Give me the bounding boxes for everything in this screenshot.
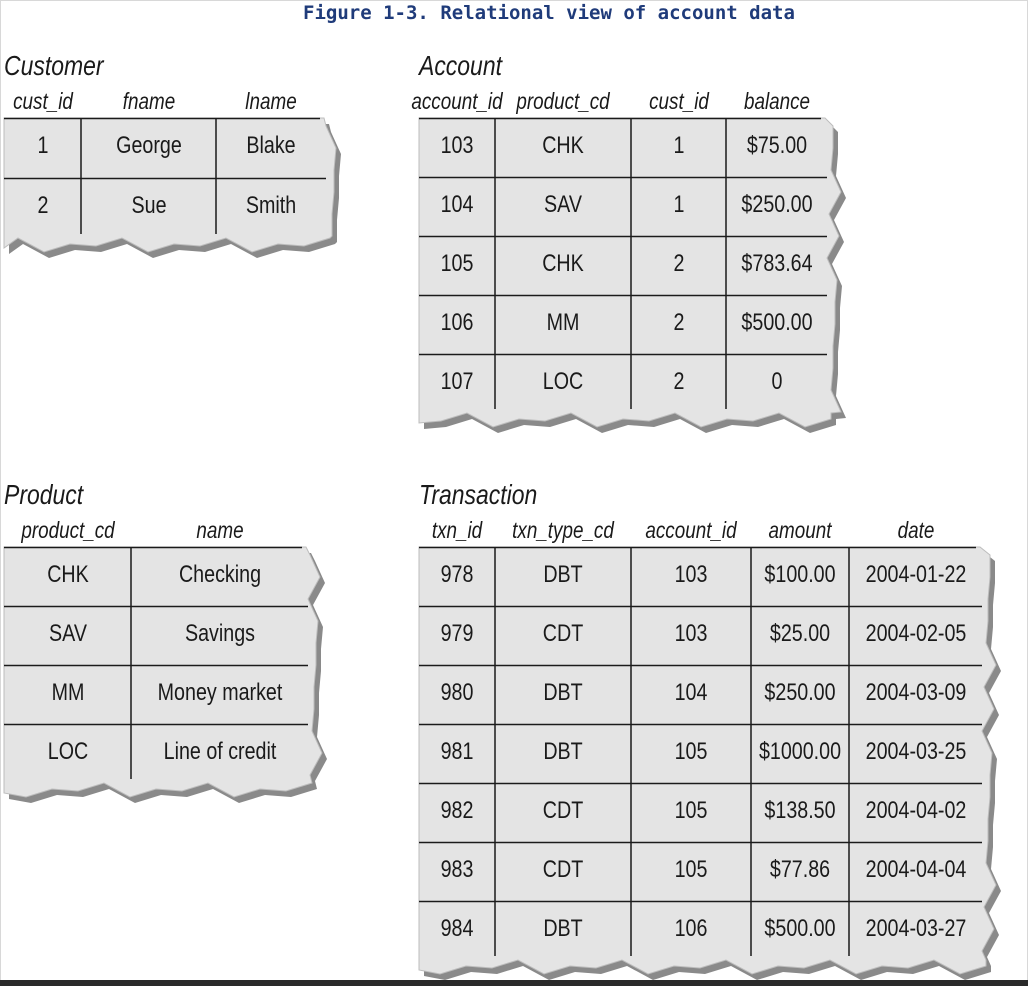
account-column-header: product_cd [516, 88, 610, 114]
account-cell: $500.00 [740, 308, 813, 336]
account-cell: 2 [673, 249, 684, 277]
account-cell: LOC [542, 367, 584, 395]
customer-table-title: Customer [4, 50, 104, 81]
transaction-cell: $250.00 [764, 678, 836, 706]
product-cell: Line of credit [163, 737, 276, 765]
account-cell: CHK [542, 131, 584, 159]
customer-column-header: fname [122, 88, 175, 114]
transaction-cell: 104 [674, 678, 708, 706]
transaction-cell: 2004-03-25 [865, 737, 966, 765]
transaction-cell: 979 [440, 619, 474, 647]
product-cell: Savings [184, 619, 255, 647]
account-cell: 103 [440, 131, 474, 159]
account-cell: MM [546, 308, 580, 336]
transaction-cell: DBT [543, 737, 583, 765]
transaction-column-header: account_id [645, 517, 737, 543]
customer-cell: George [115, 132, 182, 159]
customer-cell: 1 [37, 132, 48, 159]
transaction-cell: 2004-04-02 [865, 796, 966, 824]
customer-cell: Smith [245, 192, 297, 219]
product-cell: Money market [157, 678, 282, 706]
transaction-cell: 983 [440, 855, 474, 883]
transaction-column-header: txn_id [431, 517, 483, 543]
customer-cell: Sue [130, 192, 167, 219]
product-cell: LOC [47, 737, 88, 765]
product-table-title: Product [4, 479, 84, 510]
account-cell: 2 [673, 367, 684, 395]
account-cell: 1 [673, 131, 684, 159]
account-cell: $250.00 [740, 190, 813, 218]
transaction-table-title: Transaction [419, 479, 538, 510]
account-column-header: cust_id [648, 88, 709, 114]
customer-cell: 2 [37, 192, 48, 219]
transaction-cell: 105 [674, 796, 708, 824]
transaction-cell: DBT [543, 914, 583, 942]
transaction-cell: 984 [440, 914, 474, 942]
transaction-cell: 2004-03-27 [865, 914, 966, 942]
product-cell: CHK [46, 560, 89, 588]
account-cell: 104 [440, 190, 474, 218]
transaction-cell: 980 [440, 678, 474, 706]
account-cell: $783.64 [740, 249, 813, 277]
transaction-cell: 2004-02-05 [865, 619, 966, 647]
transaction-cell: 103 [674, 619, 708, 647]
account-cell: 2 [673, 308, 684, 336]
transaction-cell: DBT [543, 560, 583, 588]
account-cell: $75.00 [746, 131, 807, 159]
transaction-cell: 981 [440, 737, 474, 765]
transaction-cell: $500.00 [764, 914, 836, 942]
customer-column-header: cust_id [12, 88, 73, 114]
transaction-cell: 103 [674, 560, 708, 588]
transaction-column-header: txn_type_cd [512, 517, 614, 543]
account-cell: CHK [542, 249, 584, 277]
transaction-cell: CDT [542, 855, 584, 883]
bottom-border [0, 980, 1028, 986]
account-cell: 0 [771, 367, 782, 395]
account-column-header: balance [743, 88, 810, 114]
transaction-cell: 106 [674, 914, 708, 942]
account-cell: 107 [440, 367, 474, 395]
transaction-cell: 105 [674, 737, 708, 765]
account-cell: 1 [673, 190, 684, 218]
transaction-cell: 978 [440, 560, 474, 588]
account-cell: 106 [440, 308, 474, 336]
product-cell: MM [51, 678, 84, 706]
product-cell: SAV [48, 619, 87, 647]
transaction-cell: CDT [542, 796, 584, 824]
transaction-column-header: date [897, 517, 934, 543]
account-table-title: Account [419, 50, 502, 81]
account-table-body [419, 118, 857, 443]
product-cell: Checking [178, 560, 261, 588]
customer-column-header: lname [245, 88, 297, 114]
account-cell: SAV [544, 190, 582, 218]
transaction-cell: $138.50 [764, 796, 836, 824]
transaction-cell: 982 [440, 796, 474, 824]
figure-title: Figure 1-3. Relational view of account data [303, 2, 795, 24]
transaction-cell: 105 [674, 855, 708, 883]
transaction-cell: 2004-04-04 [865, 855, 966, 883]
transaction-cell: 2004-01-22 [865, 560, 966, 588]
customer-cell: Blake [246, 132, 296, 159]
transaction-cell: DBT [543, 678, 583, 706]
account-column-header: account_id [411, 88, 503, 114]
product-column-header: product_cd [20, 517, 115, 543]
transaction-cell: $1000.00 [758, 737, 842, 765]
transaction-cell: CDT [542, 619, 584, 647]
transaction-cell: $100.00 [764, 560, 836, 588]
account-cell: 105 [440, 249, 474, 277]
product-column-header: name [195, 517, 244, 543]
transaction-cell: $77.86 [769, 855, 831, 883]
transaction-column-header: amount [768, 517, 832, 543]
transaction-cell: 2004-03-09 [865, 678, 966, 706]
transaction-cell: $25.00 [769, 619, 831, 647]
